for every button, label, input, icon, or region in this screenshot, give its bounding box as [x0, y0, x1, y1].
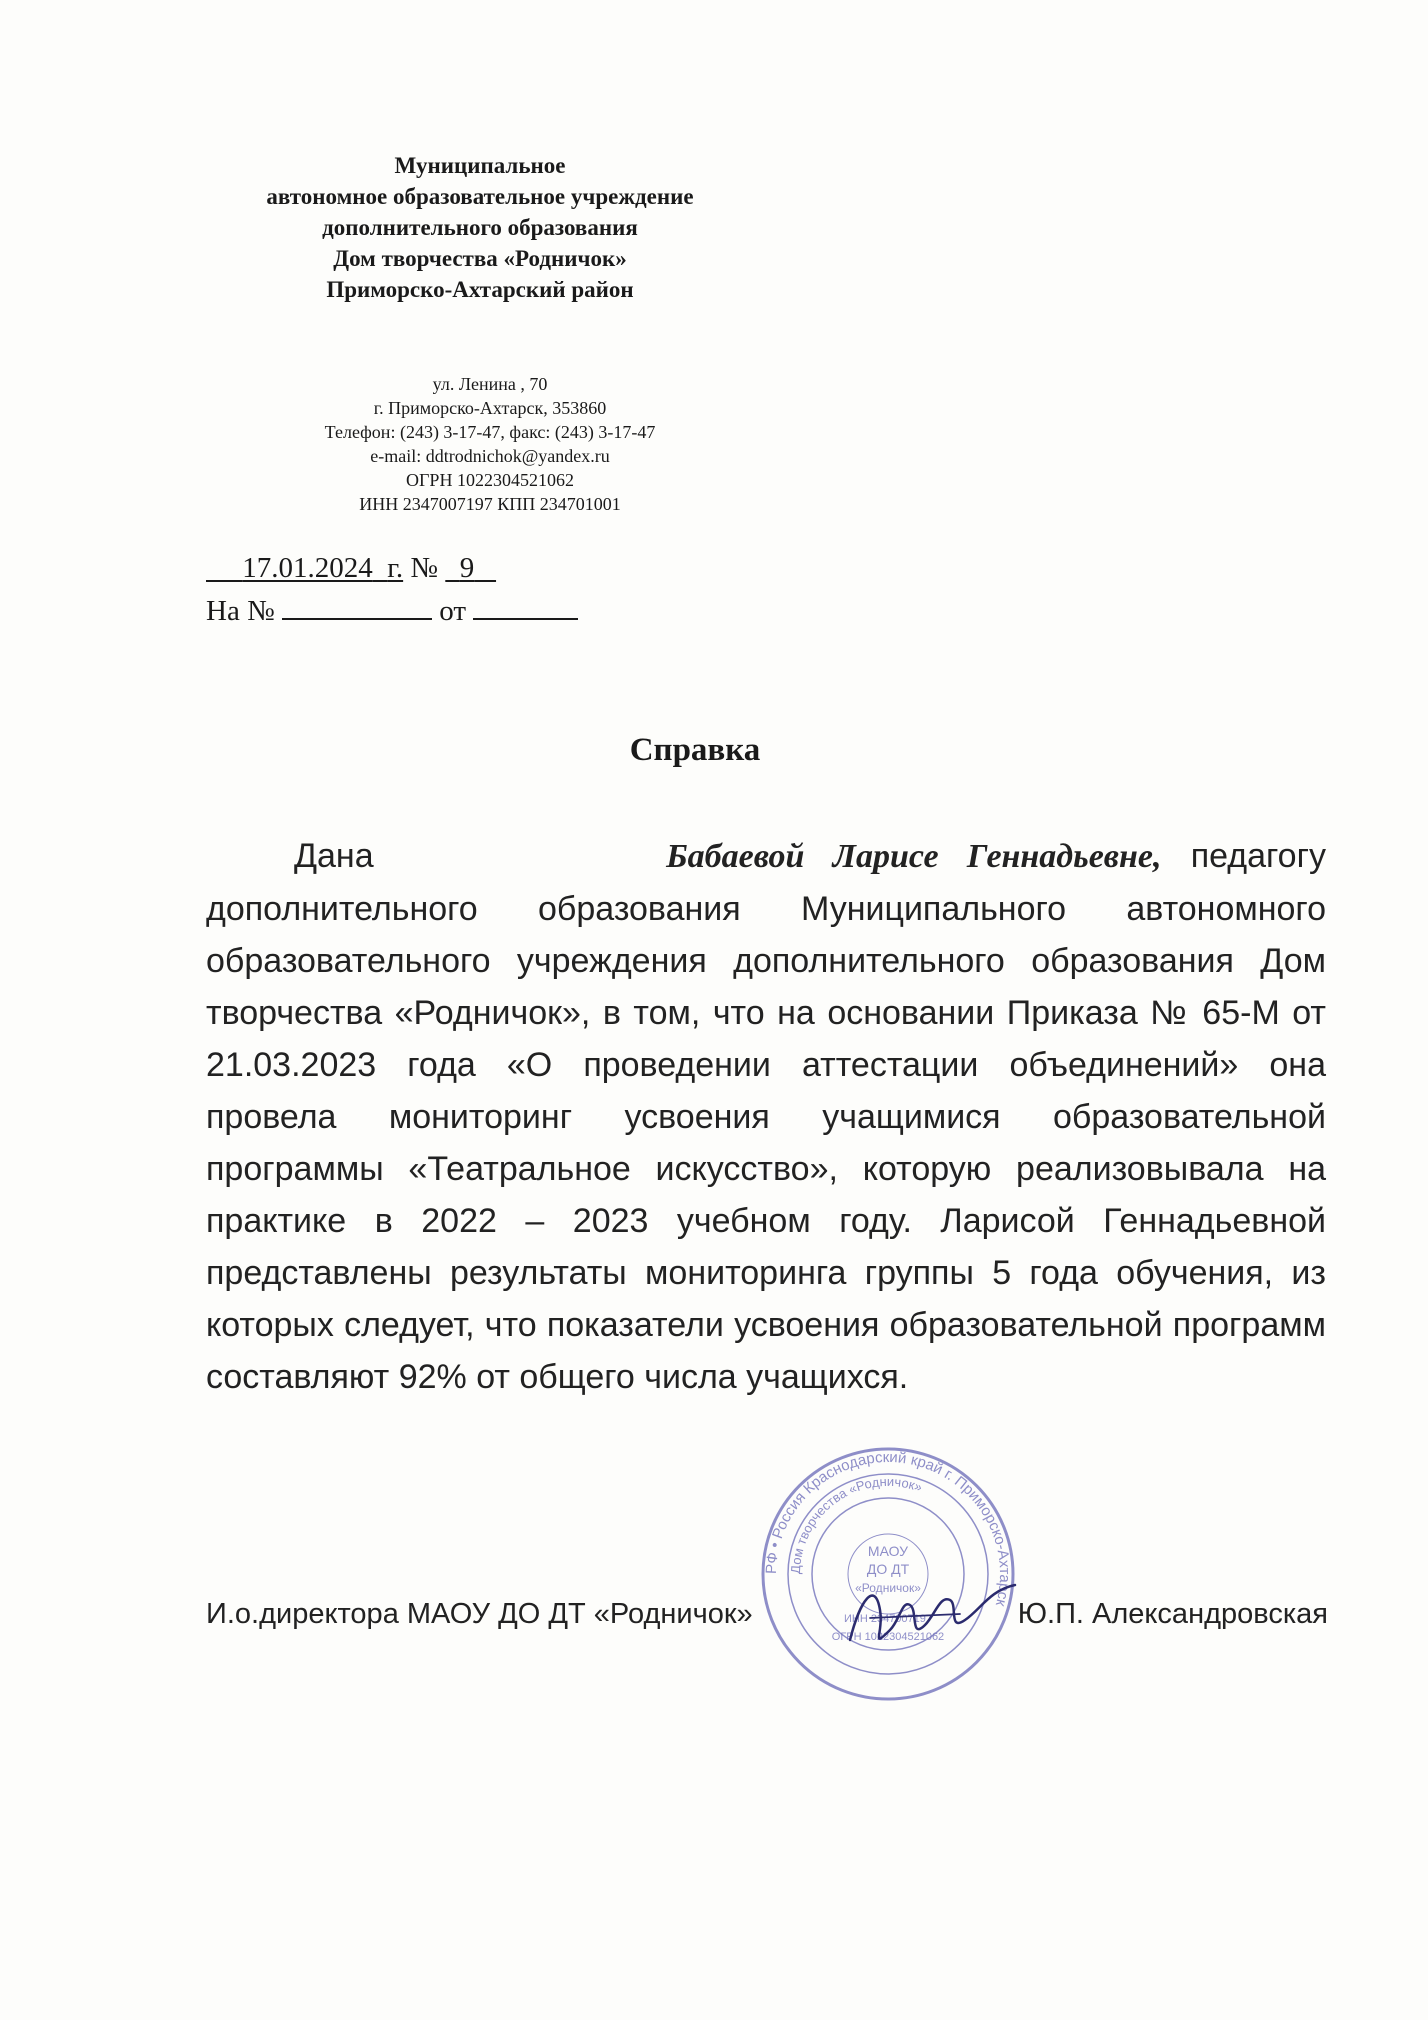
recipient-name: Бабаевой Ларисе Геннадьевне,: [666, 838, 1162, 875]
address-line: ул. Ленина , 70: [432, 374, 548, 394]
document-number: 9: [459, 552, 475, 584]
stamp-center-line: «Родничок»: [855, 1581, 921, 1595]
document-body: [206, 830, 1326, 1403]
signer-name: Ю.П. Александровская: [1017, 1598, 1328, 1630]
handwritten-signature: [840, 1570, 1030, 1660]
stamp-center-line: ДО ДТ: [866, 1561, 910, 1577]
reply-date-blank: [473, 592, 578, 620]
body-paragraph: Дана Бабаевой Ларисе Геннадьевне, педагогу дополнительного образования Муниципального автономного образовательного учреждения дополнительного образования Дом творчества «Родничок», в том, что на основании Приказа № 65-М от 21.03.2023 года «О проведении аттестации объединений» она провела мониторинг усвоения учащимися образовательной программы «Театральное искусство», которую реализовывала на практике в 2022 – 2023 учебном году. Ларисой Геннадьевной представлены результаты мониторинга группы 5 года обучения, из которых следует, что показатели усвоения образовательной программ составляют 92% от общего числа учащихся.: [206, 837, 1326, 1396]
org-line: дополнительного образования: [322, 215, 638, 240]
address-line: e-mail: ddtrodnichok@yandex.ru: [370, 446, 610, 466]
address-line: Телефон: (243) 3-17-47, факс: (243) 3-17-47: [324, 422, 656, 442]
document-date: 17.01.2024 г.: [242, 552, 404, 584]
organization-header: [190, 150, 770, 305]
reply-reference: [206, 592, 578, 628]
signer-position: И.о.директора МАОУ ДО ДТ «Родничок»: [206, 1598, 753, 1630]
org-line: Муниципальное: [394, 153, 566, 178]
stamp-center-line: МАОУ: [867, 1543, 909, 1559]
org-line: Дом творчества «Родничок»: [333, 246, 627, 271]
address-line: ОГРН 1022304521062: [406, 470, 574, 490]
reply-prefix: На №: [206, 595, 275, 627]
document-title: Справка: [629, 732, 761, 768]
number-sign: №: [410, 552, 439, 584]
reply-from: от: [439, 595, 467, 627]
address-line: г. Приморско-Ахтарск, 353860: [373, 398, 607, 418]
reply-number-blank: [282, 592, 432, 620]
document-date-number: [206, 552, 496, 585]
org-line: автономное образовательное учреждение: [266, 184, 694, 209]
stamp-ogrn: ОГРН 1022304521062: [831, 1631, 945, 1643]
stamp-inn: ИНН 2347007197: [843, 1613, 933, 1625]
org-line: Приморско-Ахтарский район: [326, 277, 634, 302]
address-line: ИНН 2347007197 КПП 234701001: [359, 494, 621, 514]
stamp-outer-text: РФ • Россия Краснодарский край г. Приморско-Ахтарск: [762, 1448, 1014, 1608]
stamp-middle-text: Дом творчества «Родничок»: [787, 1473, 925, 1575]
organization-address: [200, 372, 780, 516]
